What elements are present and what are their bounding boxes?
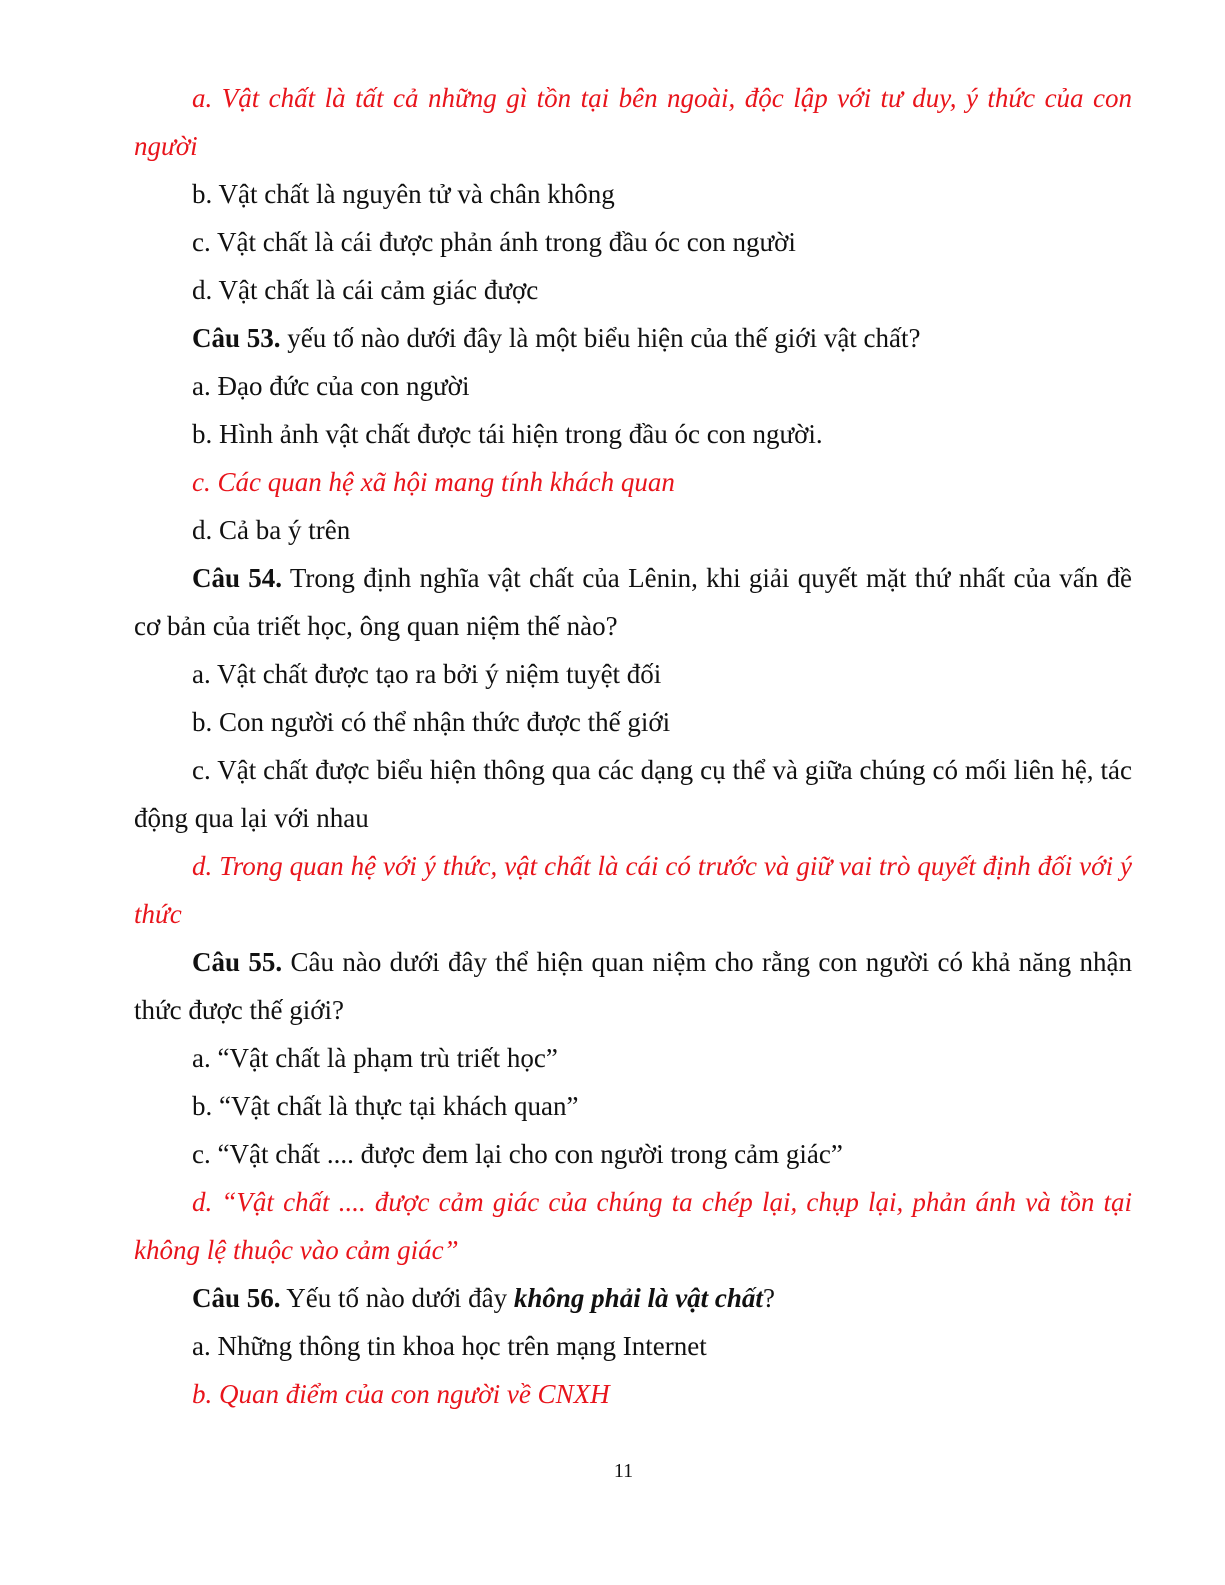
q56-option-b-answer: b. Quan điểm của con người về CNXH [192, 1379, 610, 1409]
question-54 [134, 554, 1132, 650]
q53-option-b: b. Hình ảnh vật chất được tái hiện trong đầu óc con người. [192, 419, 823, 449]
q55-option-c: c. “Vật chất .... được đem lại cho con người trong cảm giác” [192, 1139, 843, 1169]
q55-option-b: b. “Vật chất là thực tại khách quan” [192, 1091, 579, 1121]
q52-option-b: b. Vật chất là nguyên tử và chân không [192, 179, 615, 209]
question-56-emphasis: không phải là vật chất [513, 1283, 763, 1313]
question-56-text-before: Yếu tố nào dưới đây [280, 1283, 514, 1313]
question-54-label: Câu 54. [192, 563, 283, 593]
q54-option-c: c. Vật chất được biểu hiện thông qua các dạng cụ thể và giữa chúng có mối liên hệ, tác động qua lại với nhau [134, 755, 1132, 833]
q53-option-d: d. Cả ba ý trên [192, 515, 351, 545]
page-body [134, 74, 1132, 1418]
q54-option-b: b. Con người có thể nhận thức được thế giới [192, 707, 671, 737]
q52-option-c: c. Vật chất là cái được phản ánh trong đầu óc con người [192, 227, 796, 257]
question-55-label: Câu 55. [192, 947, 283, 977]
question-53-text: yếu tố nào dưới đây là một biểu hiện của thế giới vật chất? [280, 323, 921, 353]
q56-option-a: a. Những thông tin khoa học trên mạng Internet [192, 1331, 707, 1361]
question-54-text: Trong định nghĩa vật chất của Lênin, khi giải quyết mặt thứ nhất của vấn đề cơ bản của triết học, ông quan niệm thế nào? [134, 563, 1132, 641]
q53-option-c-answer: c. Các quan hệ xã hội mang tính khách quan [192, 467, 675, 497]
q54-option-a: a. Vật chất được tạo ra bởi ý niệm tuyệt đối [192, 659, 662, 689]
q55-option-a: a. “Vật chất là phạm trù triết học” [192, 1043, 558, 1073]
question-53 [134, 314, 1132, 362]
question-55 [134, 938, 1132, 1034]
q52-option-a-answer: a. Vật chất là tất cả những gì tồn tại bên ngoài, độc lập với tư duy, ý thức của con người [134, 83, 1132, 161]
q52-option-d: d. Vật chất là cái cảm giác được [192, 275, 539, 305]
question-56-text-after: ? [762, 1283, 775, 1313]
question-53-label: Câu 53. [192, 323, 281, 353]
q55-option-d-answer: d. “Vật chất .... được cảm giác của chúng ta chép lại, chụp lại, phản ánh và tồn tại không lệ thuộc vào cảm giác” [134, 1187, 1132, 1265]
question-56-label: Câu 56. [192, 1283, 281, 1313]
q53-option-a: a. Đạo đức của con người [192, 371, 470, 401]
q54-option-d-answer: d. Trong quan hệ với ý thức, vật chất là cái có trước và giữ vai trò quyết định đối với ý thức [134, 851, 1132, 929]
question-55-text: Câu nào dưới đây thể hiện quan niệm cho rằng con người có khả năng nhận thức được thế giới? [134, 947, 1132, 1025]
question-56 [134, 1274, 1132, 1322]
page-number: 11 [613, 1460, 634, 1482]
